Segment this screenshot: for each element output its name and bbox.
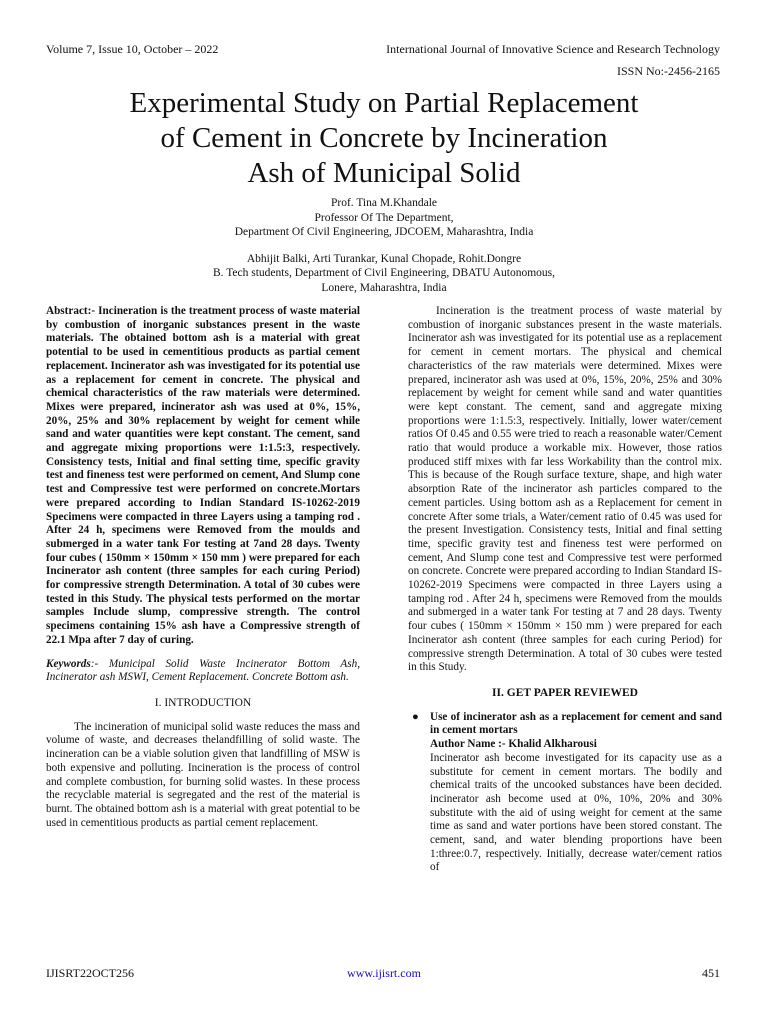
bullet-icon: ● [412,710,419,723]
review-text: Incinerator ash become investigated for its capacity use as a substitute for cement in cement mortars. The bodily and chemical traits of the uncooked substances have been decided. incinerator ash become used at 0%, 10%, 20% and 30% substitute with the aid of using weight for cement at the same time as sand and water portions have been stored constant. The cement, sand, and water blending proportions have been 1:three:0.7, respectively. Initially, decrease water/cement ratios of [430,751,722,874]
paper-title [60,86,708,191]
issn: ISSN No:-2456-2165 [616,64,720,78]
keywords [46,658,360,685]
right-column [408,305,722,875]
title-line: Experimental Study on Partial Replacement [129,87,639,119]
journal-name: International Journal of Innovative Science and Research Technology [386,42,720,56]
author-block [60,196,708,295]
section-heading-introduction: I. INTRODUCTION [154,696,252,709]
title-line: of Cement in Concrete by Incineration [160,122,608,154]
review-author: Author Name :- Khalid Alkharousi [430,738,597,751]
title-line: Ash of Municipal Solid [247,157,521,189]
author-role: Professor Of The Department, [314,211,454,224]
abstract: Abstract:- Incineration is the treatment process of waste material by combustion of inorganic substances present in the waste materials. The obtained bottom ash is a material with great potential to be used in cementitious products as partial cement replacement. Incinerator ash was investigated for its potential use as a replacement for cement in concrete. The physical and chemical characteristics of the raw materials were determined. Mixes were prepared, incinerator ash was used at 0%, 15%, 20%, 25% and 30% replacement by weight for cement while sand and water quantities were kept constant. The cement, sand and aggregate mixing proportions were 1:1.5:3, respectively. Consistency tests, Initial and final setting time, specific gravity test and fineness test were performed on cement, And Slump cone test and Compressive test were performed on concrete.Mortars were prepared according to Indian Standard IS-10262-2019 Specimens were compacted in three Layers using a tamping rod . After 24 h, specimens were Removed from the moulds and submerged in a water tank For testing at 7and 28 days. Twenty four cubes ( 150mm × 150mm × 150 mm ) were prepared for each Incinerator ash content (three samples for each curing Period) for compressive strength Determination. A total of 30 cubes were tested in this Study. The physical tests performed on the mortar samples Include slump, compressive strength. The control specimens containing 15% ash have a Compressive strength of 22.1 Mpa after 7 day of curing. [46,305,360,646]
left-column [46,305,360,830]
author-affiliation: Department Of Civil Engineering, JDCOEM, Maharashtra, India [234,226,534,238]
journal-link[interactable]: www.ijisrt.com [347,966,421,980]
student-location: Lonere, Maharashtra, India [321,281,447,294]
intro-paragraph: Incineration is the treatment process of waste material by combustion of inorganic substances present in the waste materials. Incinerator ash was investigated for its potential use as a replacement for cement in cement mortars. The physical and chemical characteristics of the raw materials were determined. Mixes were prepared, incinerator ash was used at 0%, 15%, 20%, 25% and 30% replacement by weight for cement while sand and water quantities were kept constant. The cement, sand and aggregate mixing proportions were 1:1.5:3, respectively. Initially, lower water/cement ratios Of 0.45 and 0.55 were tried to reach a reasonable water/Cement ratio that would produce a workable mix. However, those ratios produced stiff mixes with far less Workability than the control mix. This is because of the Rough surface texture, shape, and high water absorption Rate of the incinerator ash particles compared to the cement particles. Using bottom ash as a Replacement for cement in concrete After some trials, a Water/cement ratio of 0.45 was used for the present Investigation. Consistency tests, Initial and final setting time, specific gravity test and fineness test were performed on cement, And Slump cone test and Compressive test were performed on concrete. Concrete were prepared according to Indian Standard IS-10262-2019 Specimens were compacted in three Layers using a tamping rod . After 24 h, specimens were Removed from the moulds and submerged in a water tank For testing at 7 and 28 days. Twenty four cubes ( 150mm × 150mm × 150 mm ) were prepared for each Incinerator ash content (three samples for each curing Period) for compressive strength Determination. A total of 30 cubes were tested in this Study. [408,305,722,674]
keywords-text: :- Municipal Solid Waste Incinerator Bottom Ash, Incinerator ash MSWI, Cement Replacement. Concrete Bottom ash. [46,657,360,684]
student-authors: Abhijit Balki, Arti Turankar, Kunal Chopade, Rohit.Dongre [246,252,522,265]
review-list-item [408,711,722,875]
keywords-label: Keywords [46,657,91,670]
page-number: 451 [702,966,720,980]
journal-volume: Volume 7, Issue 10, October – 2022 [46,42,219,56]
student-affiliation: B. Tech students, Department of Civil Engineering, DBATU Autonomous, [212,267,556,279]
author-name: Prof. Tina M.Khandale [330,197,438,209]
introduction-text: The incineration of municipal solid waste reduces the mass and volume of waste, and decreases thelandfilling of solid waste. The incineration can be a viable solution given that landfilling of MSW is both expensive and polluting. Incineration is the process of control and complete combustion, for burning solid wastes. In these process the recyclable material is segregated and the rest of the material is burnt. The obtained bottom ash is a material with great potential to be used in cementitious products as partial cement replacement. [46,720,360,829]
section-heading-review: II. GET PAPER REVIEWED [492,686,638,699]
paper-code: IJISRT22OCT256 [46,966,134,980]
review-title: Use of incinerator ash as a replacement for cement and sand in cement mortars [430,710,722,737]
